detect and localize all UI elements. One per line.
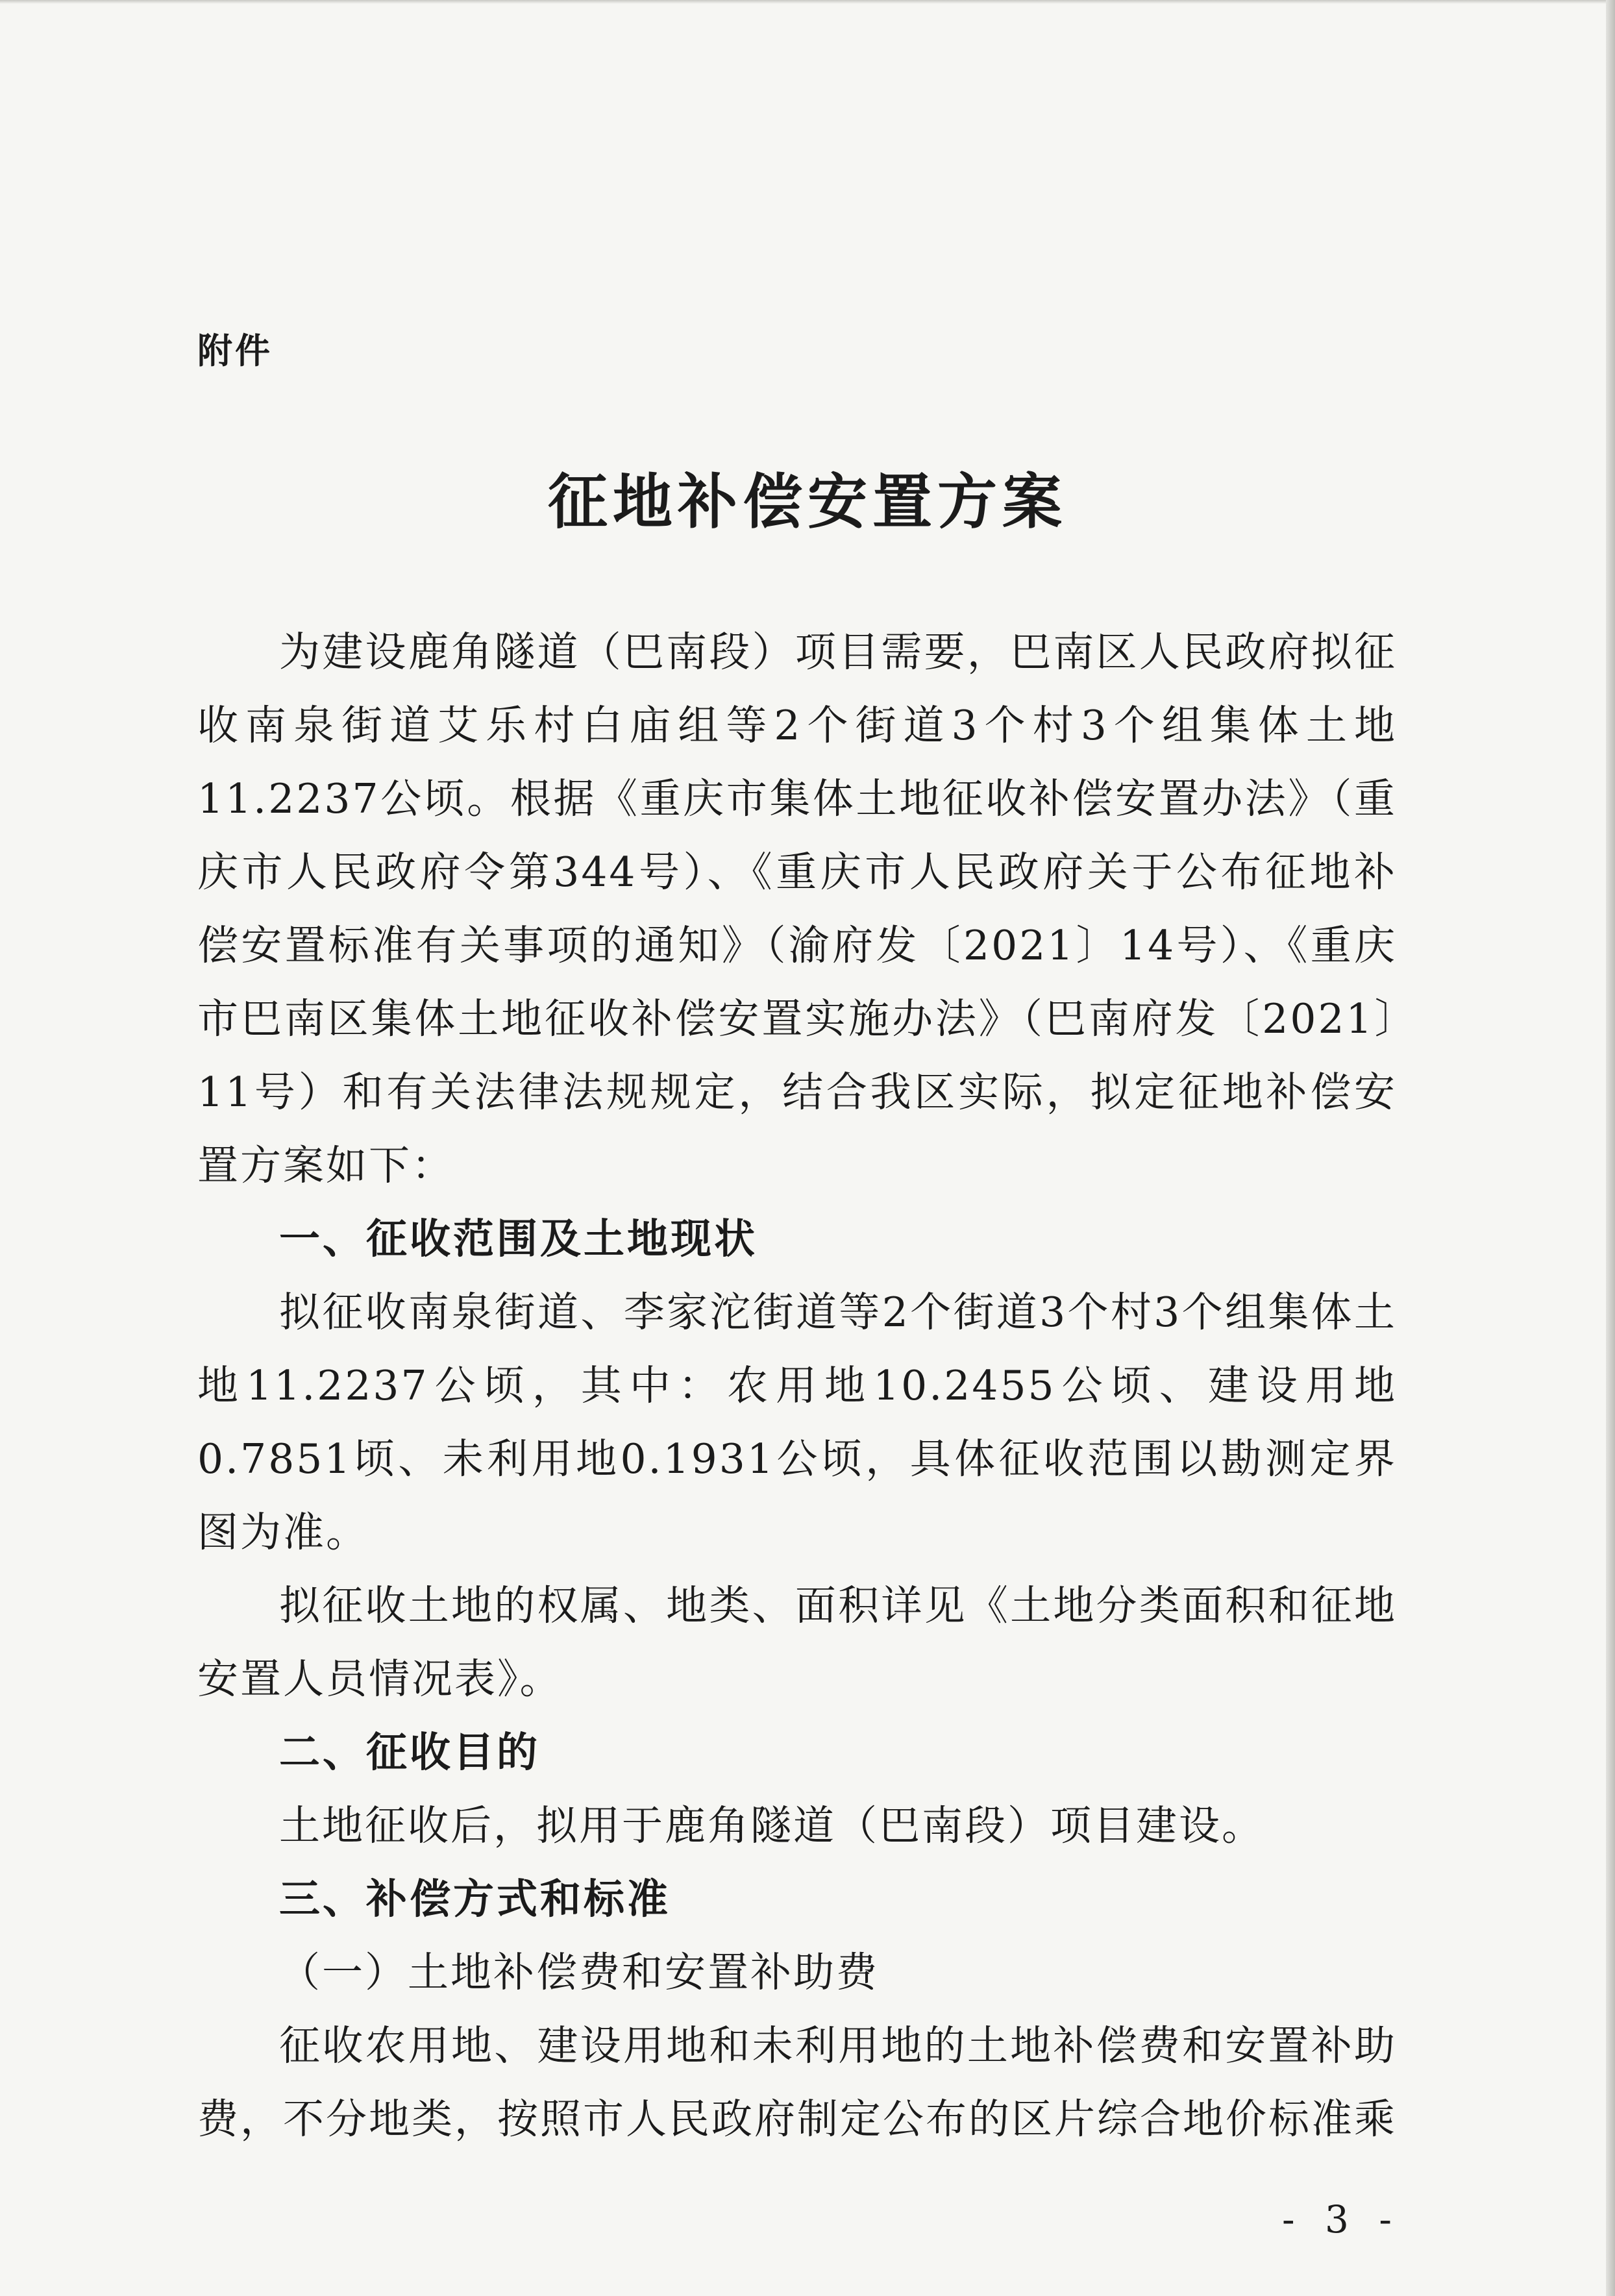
page-top-shadow <box>0 0 1615 4</box>
section-1-paragraph-1: 拟征收南泉街道、李家沱街道等2个街道3个村3个组集体土地11.2237公顷，其中：农用地10.2455公顷、建设用地0.7851顷、未利用地0.1931公顷，具体征收范围以勘测定界图为准。 <box>197 1289 1397 1556</box>
intro-paragraph: 为建设鹿角隧道（巴南段）项目需要，巴南区人民政府拟征收南泉街道艾乐村白庙组等2个街道3个村3个组集体土地11.2237公顷。根据《重庆市集体土地征收补偿安置办法》（重庆市人民政府令第344号）、《重庆市人民政府关于公布征地补偿安置标准有关事项的通知》（渝府发〔2021〕14号）、《重庆市巴南区集体土地征收补偿安置实施办法》（巴南府发〔2021〕11号）和有关法律法规规定，结合我区实际，拟定征地补偿安置方案如下： <box>197 628 1397 1189</box>
section-heading-2: 二、征收目的 <box>279 1729 540 1776</box>
subsection-heading-3-1: （一）土地补偿费和安置补助费 <box>279 1949 879 1996</box>
document-title: 征地补偿安置方案 <box>547 467 1067 537</box>
section-heading-1: 一、征收范围及土地现状 <box>279 1215 758 1263</box>
section-3-paragraph: 征收农用地、建设用地和未利用地的土地补偿费和安置补助费，不分地类，按照市人民政府制定公布的区片综合地价标准乘 <box>197 2022 1397 2143</box>
page-number: - 3 - <box>1282 2197 1401 2241</box>
section-2-paragraph: 土地征收后，拟用于鹿角隧道（巴南段）项目建设。 <box>279 1802 1264 1849</box>
section-1-paragraph-2: 拟征收土地的权属、地类、面积详见《土地分类面积和征地安置人员情况表》。 <box>197 1582 1397 1703</box>
page-edge <box>1606 0 1615 2296</box>
document-body <box>197 615 1397 2156</box>
section-heading-3: 三、补偿方式和标准 <box>279 1875 671 1923</box>
attachment-label: 附件 <box>197 330 273 371</box>
